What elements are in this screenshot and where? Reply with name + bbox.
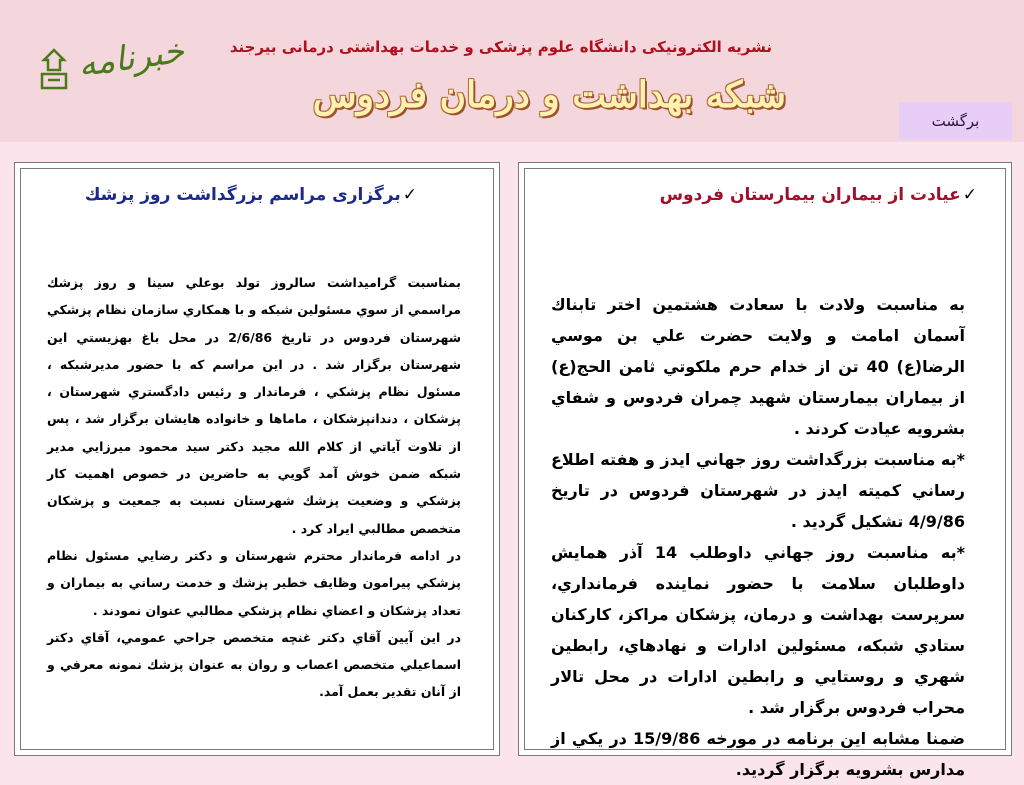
paragraph: به مناسبت ولادت با سعادت هشتمین اختر تابناك آسمان امامت و ولايت حضرت علي بن موسي الرضا(ع) 40 تن از خدام حرم ملكوتي ثامن الحج(ع) از بیماران بیمارستان شهید چمران فردوس و شفاي بشرويه عيادت كردند . [551, 295, 965, 438]
logo-emblem-icon [34, 46, 74, 96]
panel-body-hospital-visit [551, 289, 965, 785]
checkmark-icon: ✓ [962, 185, 977, 205]
page-title: شبکه بهداشت و درمان فردوس [312, 74, 786, 116]
paragraph: در ادامه فرماندار محترم شهرستان و دكتر رضايي مسئول نظام پزشكي پيرامون وظايف خطير پزشك و خدمت رساني به بيماران و تعداد پزشكان و اعضاي نظام پزشكي مطالبي عنوان نمودند . [47, 547, 461, 618]
news-panel-doctors-day [14, 162, 500, 756]
panel-body-doctors-day [47, 269, 461, 706]
news-panel-hospital-visit [518, 162, 1012, 779]
panel-title-text: برگزاری مراسم بزرگداشت روز پزشك [84, 185, 401, 205]
checkmark-icon: ✓ [402, 185, 417, 205]
paragraph: *به مناسبت روز جهاني داوطلب 14 آذر همايش داوطلبان سلامت با حضور نماينده فرمانداري، سرپرست بهداشت و درمان، پزشكان مراكز، كاركنان ستادي شبكه، مسئولين ادارات و نهادهاي، رابطين شهري و روستايي و رابطين ادارات در محل تالار محراب فردوس برگزار شد . [551, 543, 965, 717]
back-button[interactable]: برگشت [899, 102, 1012, 140]
logo-text: خبرنامه [75, 30, 187, 86]
paragraph: در اين آيين آقاي دكتر غنچه متخصص جراحي عمومي، آقاي دكتر اسماعيلي متخصص اعصاب و روان به عنوان پزشك نمونه معرفي و از آنان تقدير بعمل آمد. [47, 629, 461, 700]
paragraph: بمناسبت گراميداشت سالروز تولد بوعلي سينا و روز پزشك مراسمي از سوي مسئولين شبكه و با همكاري سازمان نظام پزشكي شهرستان فردوس در تاريخ 2/6/86 در محل باغ بهزيستي اين شهرستان برگزار شد . در اين مراسم كه با حضور مديرشبكه ، مسئول نظام پزشكي ، فرماندار و رئيس دادگستري شهرستان ، پزشكان ، دندانپزشكان ، ماماها و خانواده هايشان برگزار شد ، پس از تلاوت آياتي از كلام الله مجيد دكتر سيد محمود ميرزايي مدير شبكه ضمن خوش آمد گويي به حاضرين در خصوص اهميت كار پزشكي و وضعيت پزشك شهرستان نسبت به جمعيت و پزشكان متخصص مطالبي ايراد كرد . [47, 275, 462, 536]
panel-frame [524, 168, 1006, 779]
panel-title-hospital-visit [660, 185, 977, 205]
panel-title-text: عیادت از بیماران بیمارستان فردوس [659, 185, 961, 205]
newsletter-logo [30, 30, 187, 112]
panel-title-doctors-day [85, 185, 417, 205]
header-banner [0, 0, 1024, 142]
paragraph: ضمنا مشابه اين برنامه در مورخه 15/9/86 در يكي از مدارس بشرويه برگزار گرديد. [551, 729, 966, 779]
page-subtitle: نشریه الکترونیکی دانشگاه علوم پزشکی و خدمات بهداشتی درمانی بیرجند [229, 38, 772, 56]
paragraph: *به مناسبت بزرگداشت روز جهاني ايدز و هفته اطلاع رساني كميته ايدز در شهرستان فردوس در تاريخ 4/9/86 تشكيل گرديد . [551, 450, 965, 531]
panel-frame [20, 168, 494, 750]
